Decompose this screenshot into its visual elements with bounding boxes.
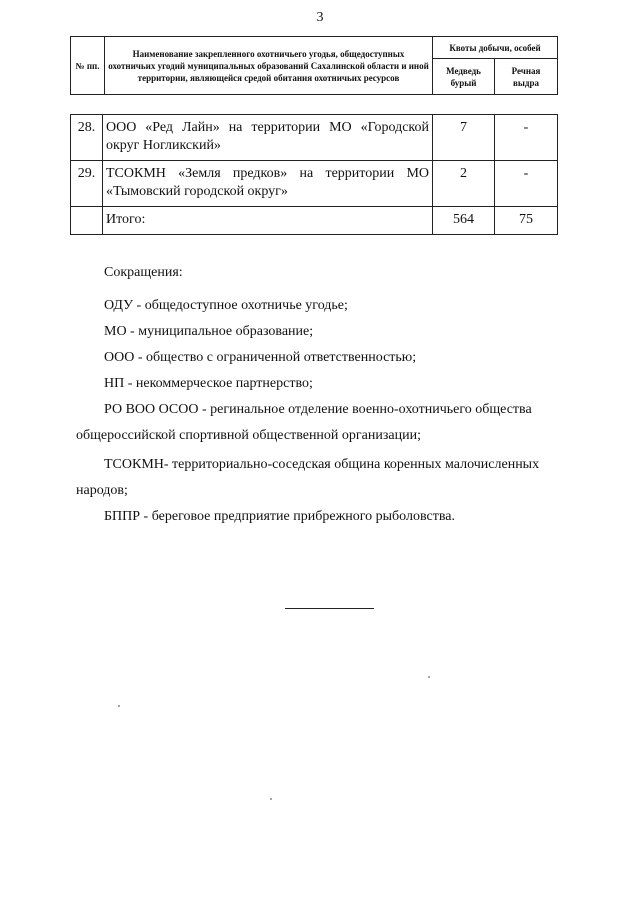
abbreviation-item-cont: народов;	[76, 483, 128, 498]
header-quota-bear: Медведь бурый	[433, 59, 495, 95]
row-name: Итого:	[103, 207, 433, 235]
quota-table	[70, 114, 558, 235]
abbreviation-item: РО ВОО ОСОО - регинальное отделение военно-охотничьего общества	[104, 402, 532, 417]
signature-line	[285, 608, 374, 609]
header-quota-col: Квоты добычи, особей	[433, 37, 558, 59]
table-header	[70, 36, 558, 95]
header-name-col: Наименование закрепленного охотничьего угодья, общедоступных охотничьих угодий муниципальных образований Сахалинской области и иной территории, являющейся средой обитания охотничьих ресурсов	[105, 37, 433, 95]
abbreviations-title: Сокращения:	[104, 265, 183, 280]
abbreviation-item: МО - муниципальное образование;	[104, 324, 314, 339]
row-num: 29.	[71, 161, 103, 207]
row-otter: -	[495, 115, 558, 161]
row-num	[71, 207, 103, 235]
row-name: ООО «Ред Лайн» на территории МО «Городской округ Ногликский»	[103, 115, 433, 161]
abbreviation-item: ТСОКМН- территориально-соседская община коренных малочисленных	[104, 457, 540, 472]
header-quota-otter: Речная выдра	[495, 59, 558, 95]
abbreviation-item: ОДУ - общедоступное охотничье угодье;	[104, 298, 348, 313]
abbreviation-item-cont: общероссийской спортивной общественной организации;	[76, 428, 421, 443]
row-bear: 564	[433, 207, 495, 235]
table-row	[71, 115, 558, 161]
abbreviation-item: ООО - общество с ограниченной ответственностью;	[104, 350, 417, 365]
row-otter: -	[495, 161, 558, 207]
row-otter: 75	[495, 207, 558, 235]
abbreviation-item: БППР - береговое предприятие прибрежного рыболовства.	[104, 509, 455, 524]
table-row-total	[71, 207, 558, 235]
scan-speck	[428, 676, 430, 678]
scan-speck	[270, 798, 272, 800]
header-num-col: № пп.	[71, 37, 105, 95]
scan-speck	[118, 705, 120, 707]
abbreviation-item: НП - некоммерческое партнерство;	[104, 376, 313, 391]
row-bear: 2	[433, 161, 495, 207]
table-row	[71, 161, 558, 207]
row-name: ТСОКМН «Земля предков» на территории МО «Тымовский городской округ»	[103, 161, 433, 207]
page-number: 3	[316, 10, 324, 25]
row-num: 28.	[71, 115, 103, 161]
row-bear: 7	[433, 115, 495, 161]
